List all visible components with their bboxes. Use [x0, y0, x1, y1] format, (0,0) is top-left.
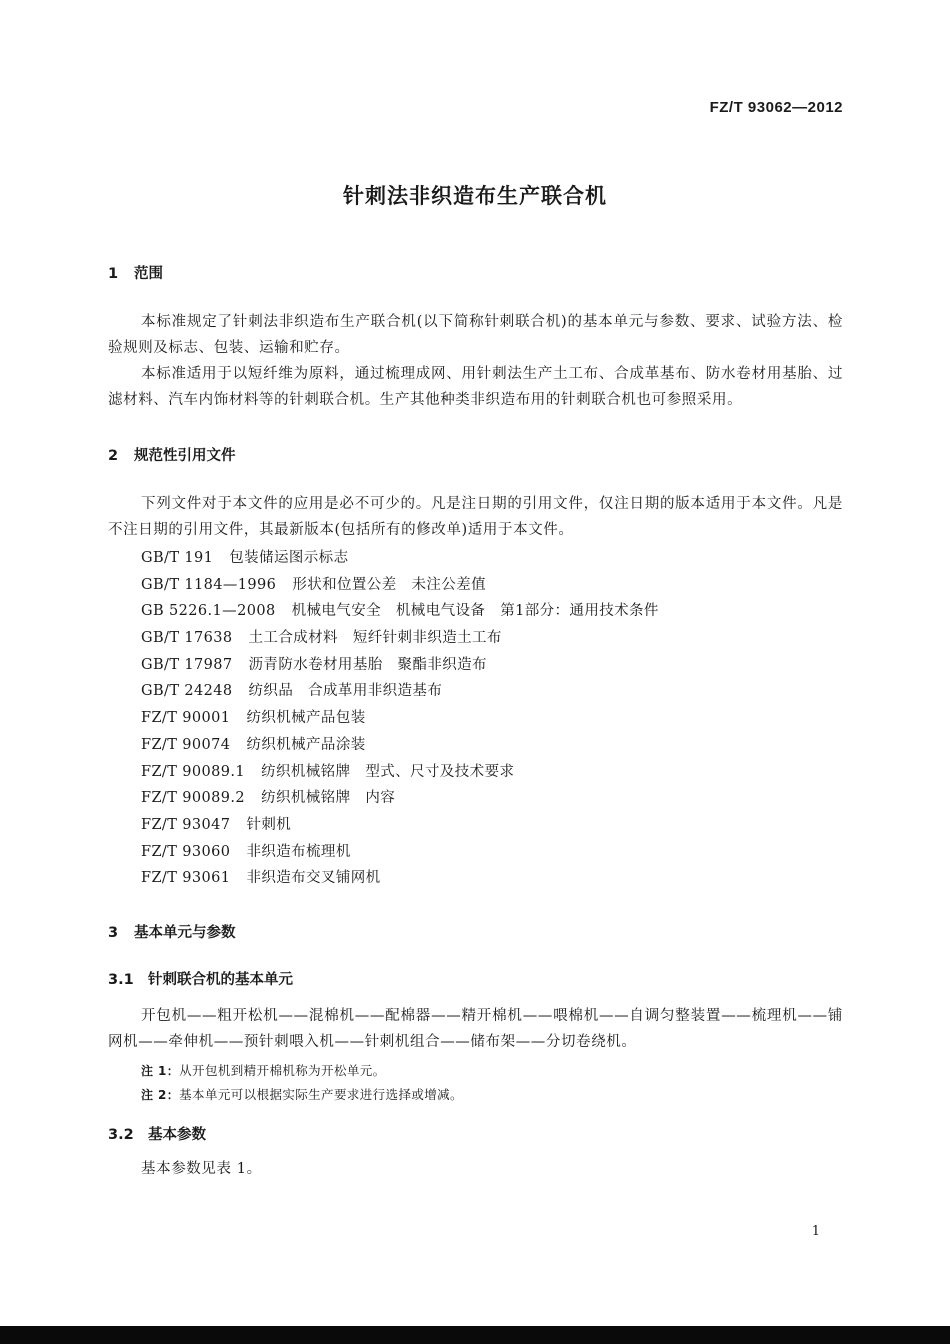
section-title: 范围 — [134, 266, 163, 282]
page-number: 1 — [811, 1224, 820, 1239]
subsection-title: 针刺联合机的基本单元 — [148, 972, 293, 988]
reference-code: FZ/T 90089.2 — [141, 790, 246, 807]
reference-item — [141, 785, 659, 812]
subsection-title: 基本参数 — [148, 1127, 206, 1143]
reference-item — [141, 839, 659, 866]
reference-title: 非织造布梳理机 — [246, 843, 351, 860]
reference-title: 形状和位置公差 未注公差值 — [292, 576, 487, 593]
references-intro: 下列文件对于本文件的应用是必不可少的。凡是注日期的引用文件，仅注日期的版本适用于本文件。凡是不注日期的引用文件，其最新版本(包括所有的修改单)适用于本文件。 — [108, 496, 843, 538]
reference-code: FZ/T 90089.1 — [141, 763, 246, 780]
reference-item — [141, 732, 659, 759]
reference-item — [141, 572, 659, 599]
reference-code: FZ/T 93061 — [141, 870, 231, 887]
document-title: 针刺法非织造布生产联合机 — [343, 184, 607, 208]
basic-params-text: 基本参数见表 1。 — [141, 1161, 262, 1177]
reference-code: GB/T 17987 — [141, 656, 233, 673]
scope-paragraph-2: 本标准适用于以短纤维为原料，通过梳理成网、用针刺法生产土工布、合成革基布、防水卷材用基胎、过滤材料、汽车内饰材料等的针刺联合机。生产其他种类非织造布用的针刺联合机也可参照采用。 — [108, 366, 843, 408]
bottom-border — [0, 1326, 950, 1344]
reference-title: 非织造布交叉铺网机 — [246, 870, 381, 887]
reference-item — [141, 598, 659, 625]
subsection-number: 3.1 — [108, 972, 134, 988]
reference-title: 机械电气安全 机械电气设备 第1部分：通用技术条件 — [291, 603, 659, 620]
standard-number: FZ/T 93062—2012 — [709, 99, 843, 116]
reference-code: GB/T 17638 — [141, 630, 233, 647]
basic-units-chain: 开包机——粗开松机——混棉机——配棉器——精开棉机——喂棉机——自调匀整装置——梳理机——铺网机——牵伸机——预针刺喂入机——针刺机组合——储布架——分切卷绕机。 — [108, 1008, 843, 1050]
subsection-3-2-heading — [108, 1123, 206, 1144]
reference-item — [141, 865, 659, 892]
reference-item — [141, 545, 659, 572]
section-title: 基本单元与参数 — [134, 925, 236, 941]
section-3-heading — [108, 921, 236, 942]
reference-title: 沥青防水卷材用基胎 聚酯非织造布 — [248, 656, 487, 673]
note-label: 注 2： — [141, 1088, 180, 1102]
reference-title: 纺织机械产品包装 — [246, 710, 366, 727]
note-text: 从开包机到精开棉机称为开松单元。 — [179, 1063, 386, 1078]
reference-item — [141, 812, 659, 839]
section-number: 1 — [108, 266, 119, 282]
reference-item — [141, 759, 659, 786]
scope-paragraph-1: 本标准规定了针刺法非织造布生产联合机(以下简称针刺联合机)的基本单元与参数、要求、试验方法、检验规则及标志、包装、运输和贮存。 — [108, 314, 843, 356]
subsection-3-1-heading — [108, 968, 293, 989]
section-2-heading — [108, 444, 236, 465]
subsection-number: 3.2 — [108, 1127, 134, 1143]
reference-code: GB/T 24248 — [141, 683, 233, 700]
reference-code: GB/T 1184—1996 — [141, 576, 277, 593]
section-1-heading — [108, 262, 163, 283]
reference-list — [141, 545, 659, 892]
reference-item — [141, 652, 659, 679]
note-1 — [141, 1061, 386, 1079]
reference-title: 土工合成材料 短纤针刺非织造土工布 — [248, 630, 502, 647]
reference-title: 纺织机械铭牌 型式、尺寸及技术要求 — [261, 763, 515, 780]
section-number: 3 — [108, 925, 119, 941]
reference-title: 纺织机械产品涂装 — [246, 736, 366, 753]
reference-title: 包装储运图示标志 — [229, 550, 349, 566]
section-number: 2 — [108, 448, 119, 464]
reference-code: FZ/T 93060 — [141, 843, 231, 860]
reference-code: GB 5226.1—2008 — [141, 603, 276, 620]
reference-code: GB/T 191 — [141, 550, 214, 566]
reference-code: FZ/T 93047 — [141, 816, 231, 833]
reference-title: 针刺机 — [246, 816, 292, 833]
note-2 — [141, 1085, 463, 1103]
reference-item — [141, 625, 659, 652]
reference-item — [141, 705, 659, 732]
reference-item — [141, 678, 659, 705]
reference-title: 纺织机械铭牌 内容 — [261, 790, 396, 807]
reference-code: FZ/T 90001 — [141, 710, 231, 727]
note-label: 注 1： — [141, 1064, 180, 1078]
reference-title: 纺织品 合成革用非织造基布 — [248, 683, 443, 700]
section-title: 规范性引用文件 — [134, 448, 236, 464]
reference-code: FZ/T 90074 — [141, 736, 231, 753]
note-text: 基本单元可以根据实际生产要求进行选择或增减。 — [179, 1087, 463, 1102]
